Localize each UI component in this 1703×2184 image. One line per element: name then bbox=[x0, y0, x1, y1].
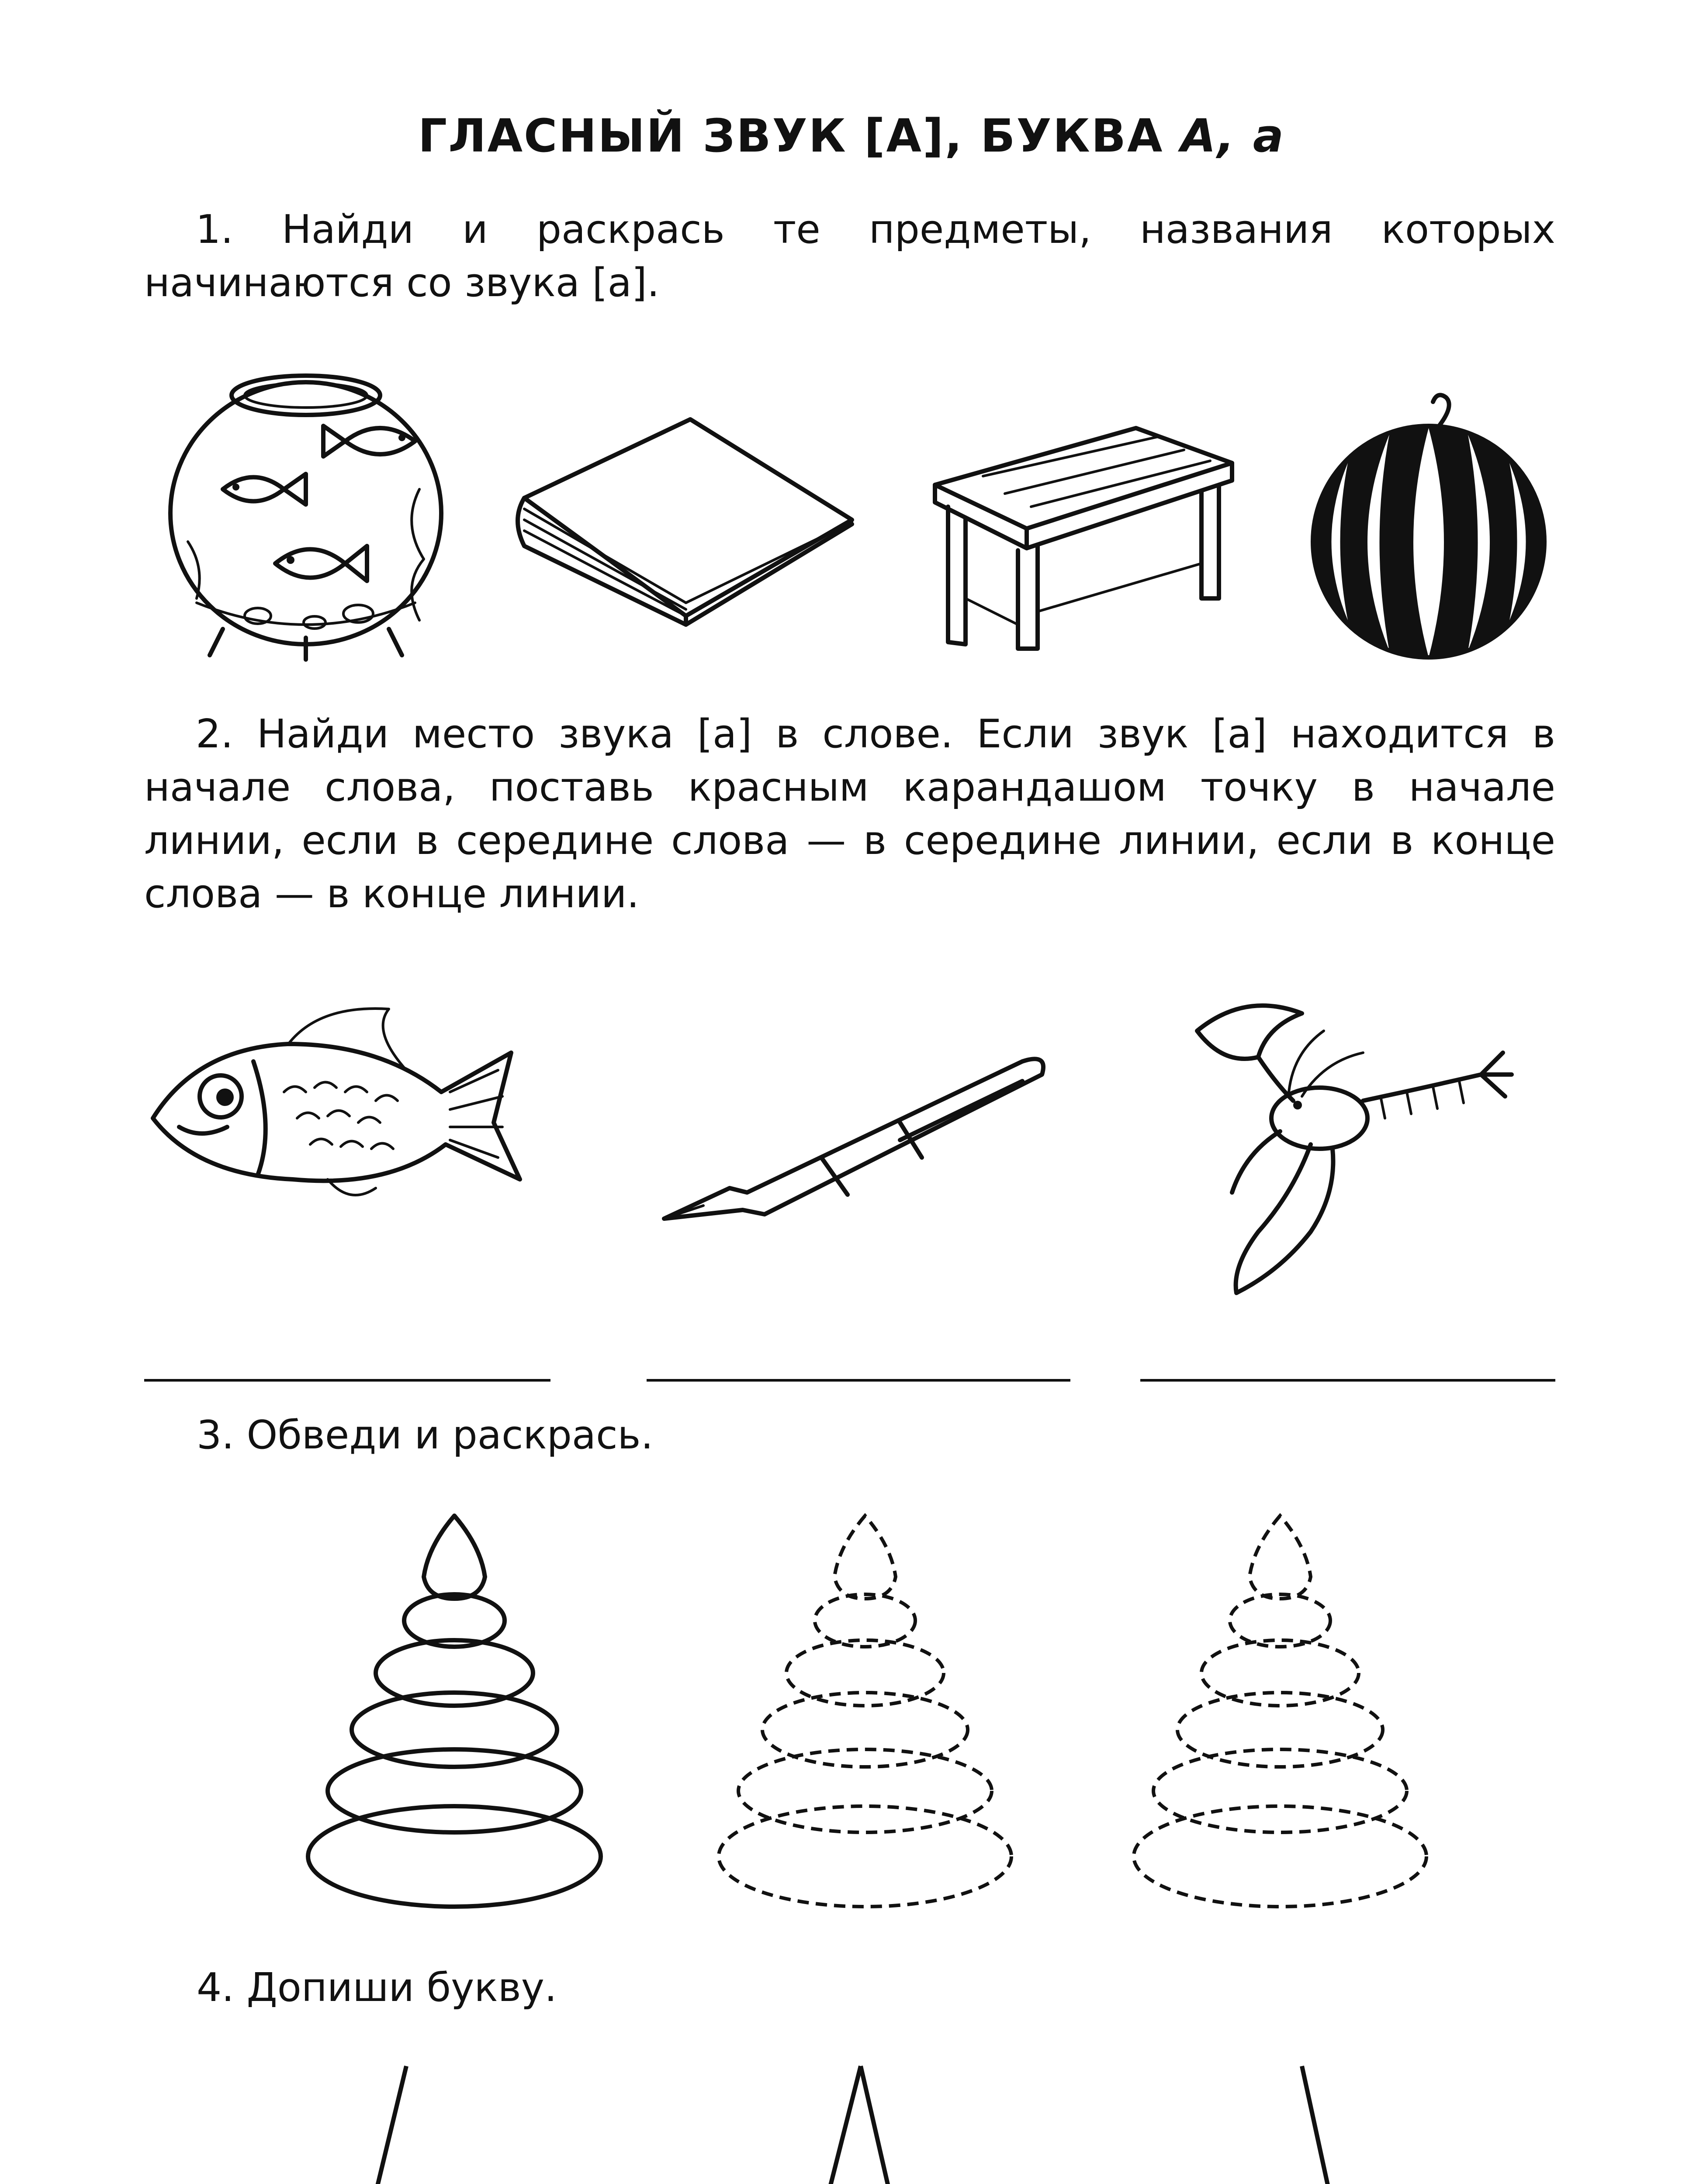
title-letters: А, а bbox=[1180, 109, 1285, 162]
task1-text bbox=[144, 203, 1555, 310]
aquarium-icon bbox=[157, 358, 454, 655]
answer-line-2[interactable] bbox=[647, 1376, 1070, 1385]
watermelon-icon bbox=[1306, 402, 1551, 664]
task1-text-content: 1. Найди и раскрась те предметы, названия которых начинаются со звука [а]. bbox=[144, 207, 1555, 306]
letter-a-missing-left-stroke-icon[interactable] bbox=[1228, 2062, 1402, 2184]
task3-text: 3. Обведи и раскрась. bbox=[197, 1412, 654, 1458]
letter-a-missing-crossbar-icon[interactable] bbox=[760, 2062, 961, 2184]
task2-text-content: 2. Найди место звука [а] в слове. Если звук [а] находится в начале слова, поставь красным карандашом точку в начале линии, если в середине слова — в середине линии, если в конце слова — в конце линии. bbox=[144, 711, 1555, 917]
fish-icon bbox=[144, 996, 529, 1214]
crayfish-icon bbox=[1180, 987, 1520, 1302]
task4-text: 4. Допиши букву. bbox=[197, 1965, 557, 2011]
answer-line-1[interactable] bbox=[144, 1376, 550, 1385]
answer-line-3[interactable] bbox=[1140, 1376, 1555, 1385]
pyramid-toy-dashed-icon[interactable] bbox=[1123, 1511, 1437, 1922]
title-main: ГЛАСНЫЙ ЗВУК [А], БУКВА bbox=[418, 109, 1181, 162]
pyramid-toy-solid-icon[interactable] bbox=[297, 1511, 612, 1922]
book-icon bbox=[507, 415, 856, 633]
table-icon bbox=[931, 424, 1236, 651]
pyramid-toy-dashed-icon[interactable] bbox=[708, 1511, 1022, 1922]
task2-text bbox=[144, 708, 1555, 921]
letter-a-missing-right-stroke-icon[interactable] bbox=[306, 2062, 481, 2184]
pen-icon bbox=[655, 1044, 1057, 1227]
page-title bbox=[0, 109, 1703, 162]
